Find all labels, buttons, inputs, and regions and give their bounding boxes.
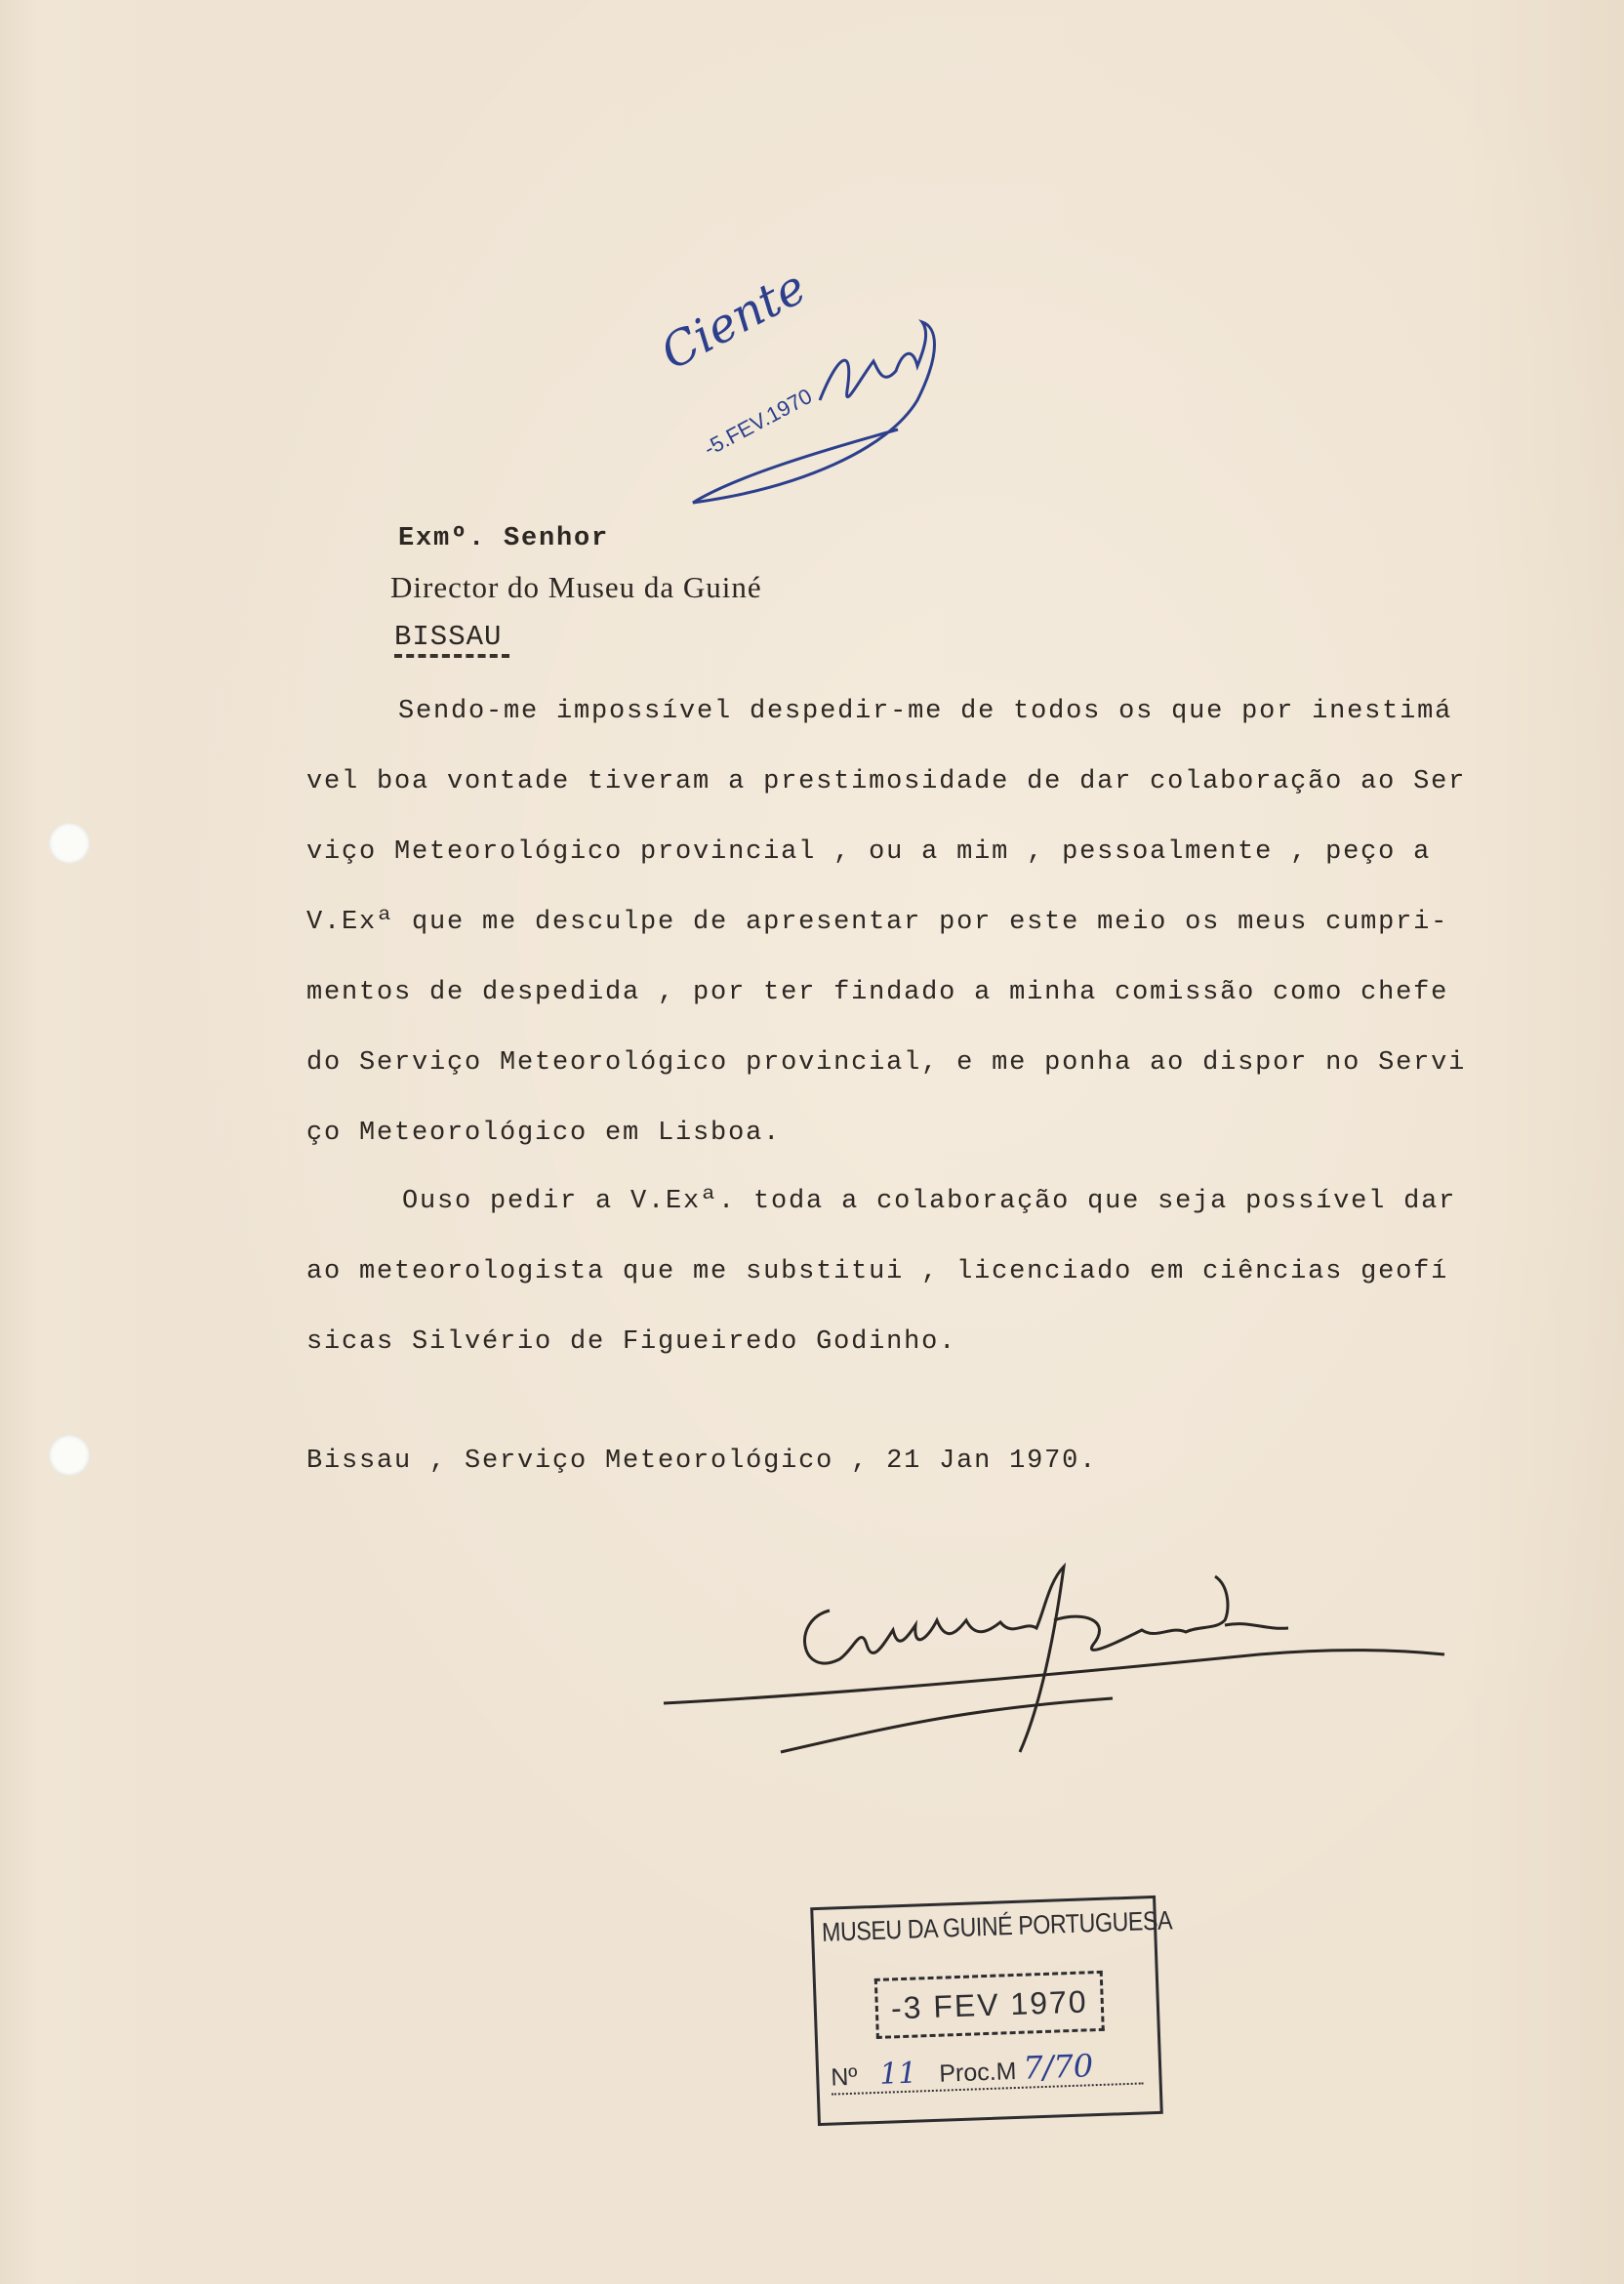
body-line-5: mentos de despedida , por ter findado a minha comissão como chefe [306,978,1449,1007]
punch-hole-top [49,823,90,864]
body-line-9: ao meteorologista que me substitui , licenciado em ciências geofí [306,1257,1449,1286]
punch-hole-bottom [49,1435,90,1476]
number-value: 11 [878,2056,918,2092]
museum-stamp [810,1896,1173,2126]
city-underline [394,654,509,658]
museum-stamp-title: MUSEU DA GUINÉ PORTUGUESA [821,1905,1173,1947]
received-date-stamp: -5.FEV.1970 [700,384,817,462]
signature [654,1552,1454,1786]
initials-signature [673,293,966,517]
proc-label: Proc.M [938,2057,1017,2088]
salutation: Exmº. Senhor [398,524,610,553]
body-line-6: do Serviço Meteorológico provincial, e me ponha ao dispor no Servi [306,1048,1467,1078]
initials-stroke [693,322,935,503]
body-line-8: Ouso pedir a V.Exª. toda a colaboração que seja possível dar [402,1187,1457,1216]
body-line-1: Sendo-me impossível despedir-me de todos os que por inestimá [398,697,1453,726]
body-line-2: vel boa vontade tiveram a prestimosidade de dar colaboração ao Ser [306,767,1467,796]
body-line-3: viço Meteorológico provincial , ou a mim , pessoalmente , peço a [306,837,1432,867]
place-date: Bissau , Serviço Meteorológico , 21 Jan 1970. [306,1447,1098,1476]
ciente-note: Ciente [652,259,815,382]
number-label: Nº [830,2062,858,2092]
body-line-10: sicas Silvério de Figueiredo Godinho. [306,1327,957,1357]
museum-stamp-date: -3 FEV 1970 [874,1971,1105,2039]
body-line-4: V.Exª que me desculpe de apresentar por este meio os meus cumpri- [306,908,1449,937]
museum-stamp-number-row [831,2045,1144,2095]
body-line-7: ço Meteorológico em Lisboa. [306,1119,782,1148]
recipient-city: BISSAU [394,621,503,653]
proc-value: 7/70 [1022,2047,1094,2087]
recipient-title: Director do Museu da Guiné [390,570,762,604]
